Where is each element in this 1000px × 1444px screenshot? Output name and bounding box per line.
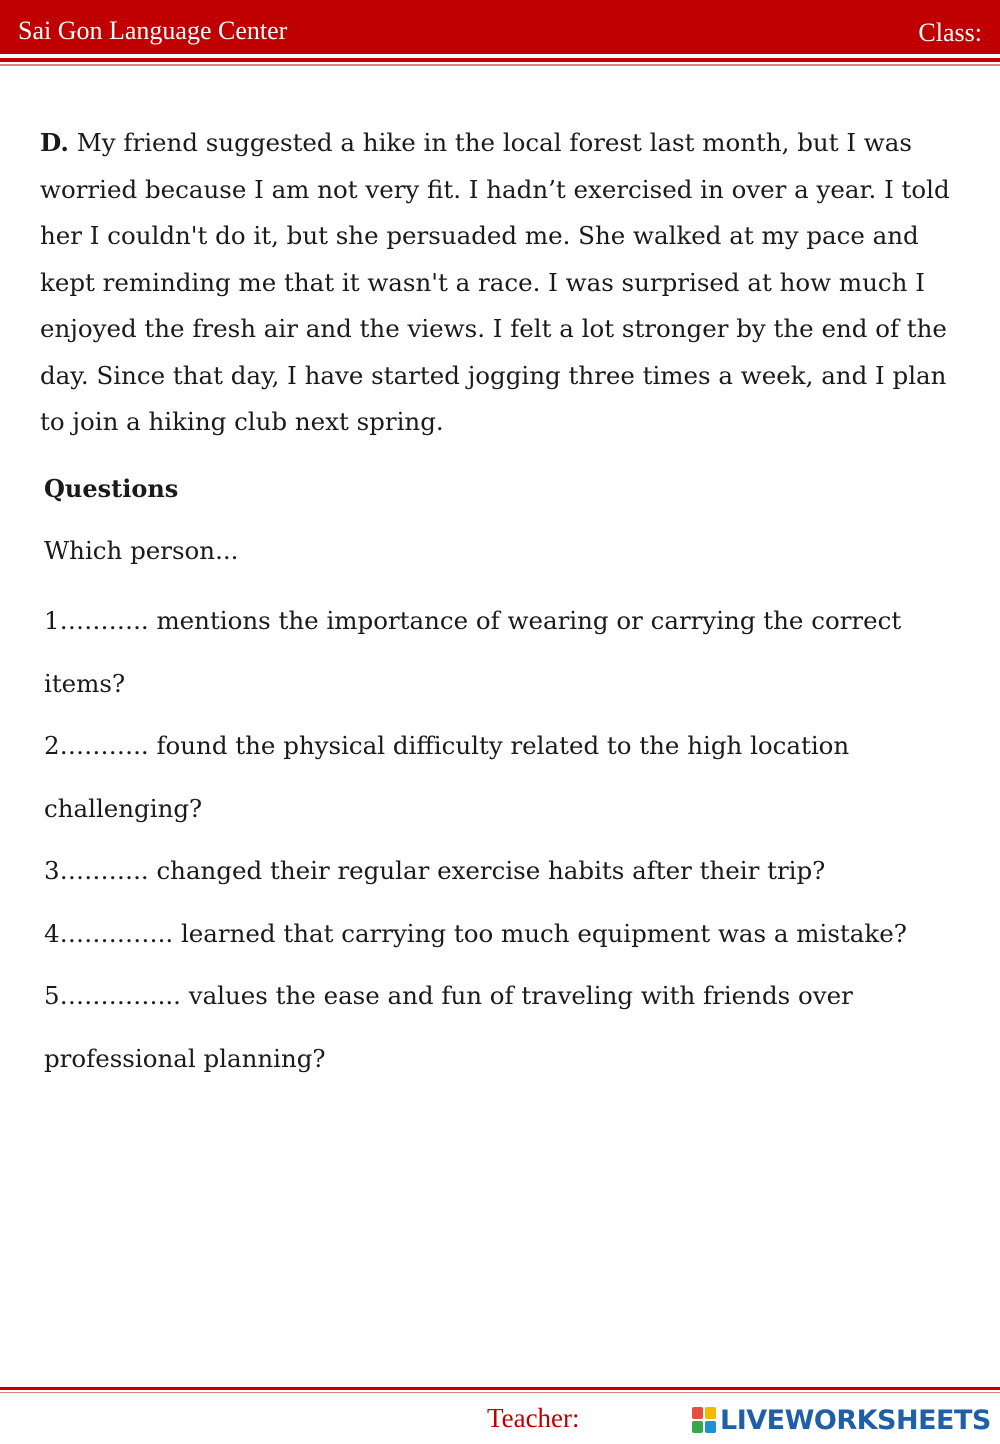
teacher-label: Teacher:	[487, 1403, 580, 1433]
questions-intro: Which person...	[44, 536, 239, 565]
class-label: Class:	[918, 18, 982, 47]
question-list	[44, 590, 964, 1090]
question-item: 1……….. mentions the importance of wearing or carrying the correct items?	[44, 606, 902, 698]
logo-text: LIVEWORKSHEETS	[720, 1404, 991, 1436]
question-item: 5…………... values the ease and fun of traveling with friends over professional planning?	[44, 981, 853, 1073]
footer-divider	[0, 1387, 1000, 1390]
passage-tag: D.	[40, 128, 69, 157]
questions-heading: Questions	[44, 474, 179, 503]
logo-block	[692, 1421, 703, 1433]
question-item: 2……….. found the physical difficulty related to the high location challenging?	[44, 731, 850, 823]
logo-block	[705, 1407, 716, 1419]
reading-passage	[40, 120, 950, 446]
header-divider-thin	[0, 64, 1000, 66]
question-item: 4………….. learned that carrying too much equipment was a mistake?	[44, 918, 907, 948]
footer-divider-thin	[0, 1392, 1000, 1393]
question-item: 3……….. changed their regular exercise habits after their trip?	[44, 856, 826, 885]
header-divider	[0, 58, 1000, 62]
passage-text: My friend suggested a hike in the local forest last month, but I was worried because I am not very fit. I hadn’t exercised in over a year. I told her I couldn't do it, but she persuaded me. She walked at my pace and kept reminding me that it wasn't a race. I was surprised at how much I enjoyed the fresh air and the views. I felt a lot stronger by the end of the day. Since that day, I have started jogging three times a week, and I plan to join a hiking club next spring.	[40, 128, 950, 436]
liveworksheets-logo	[692, 1404, 991, 1436]
logo-blocks-icon	[692, 1407, 716, 1433]
logo-block	[705, 1421, 716, 1433]
logo-block	[692, 1407, 703, 1419]
center-name: Sai Gon Language Center	[18, 16, 288, 45]
